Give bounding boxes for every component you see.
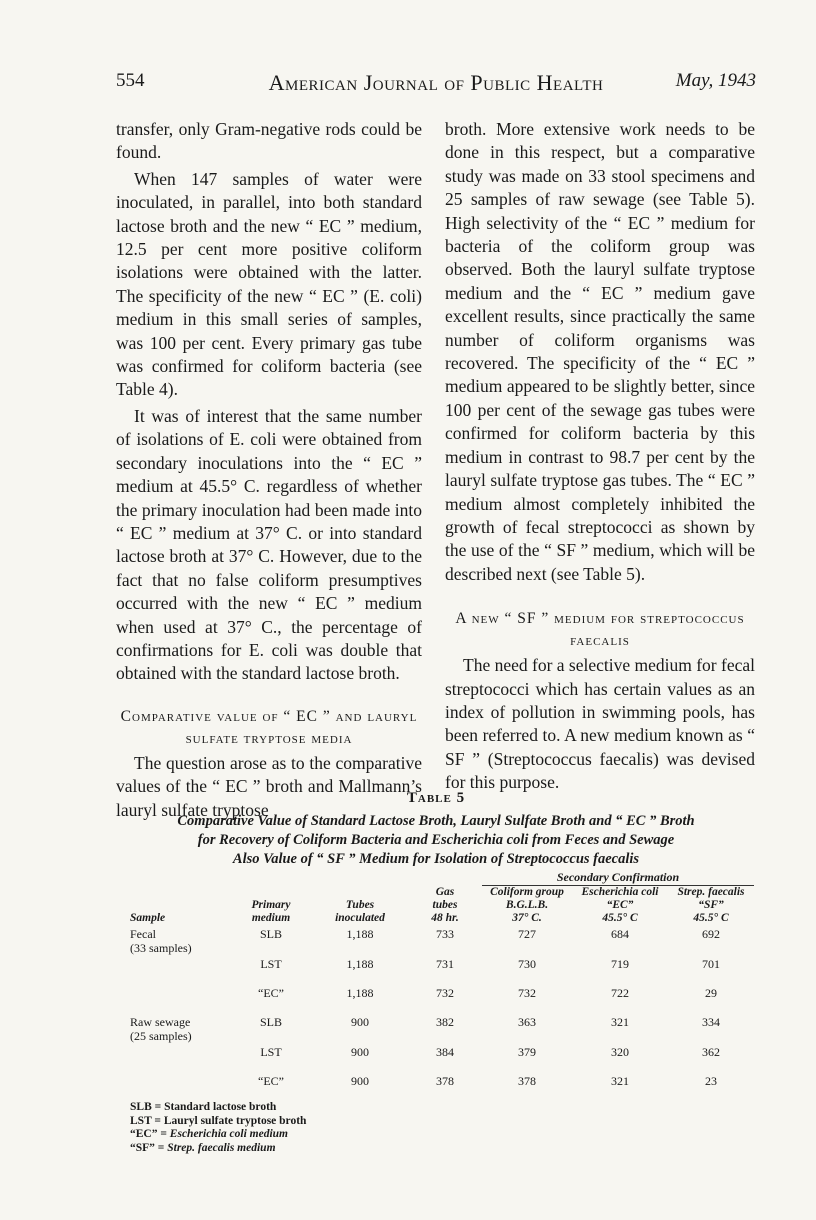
column-header-gas: Gas tubes 48 hr. <box>431 886 459 924</box>
column-header-strep: Strep. faecalis “SF” 45.5° C <box>677 886 745 924</box>
table-title: Table 5 <box>406 790 466 806</box>
table-row: LST 1,188 731 730 719 701 <box>260 957 720 971</box>
paragraph: The need for a selective medium for fecal streptococci which has certain values as an index of pollution in swimming pools, has been referred to. A new medium known as “ SF ” (Streptococcus faecalis) was devised for this purpose. <box>445 655 756 793</box>
caption-line: Comparative Value of Standard Lactose Broth, Lauryl Sulfate Broth and “ EC ” Broth <box>177 813 695 829</box>
caption-line: Also Value of “ SF ” Medium for Isolation of Streptococcus faecalis <box>232 851 640 867</box>
journal-title: American Journal of Public Health <box>268 70 604 95</box>
column-header-coliform: Coliform group B.G.L.B. 37° C. <box>490 886 564 924</box>
table-row: Fecal (33 samples) SLB 1,188 733 727 684 692 <box>130 927 720 955</box>
left-column <box>116 118 422 822</box>
paragraph: When 147 samples of water were inoculated, in parallel, into both standard lactose broth and the new “ EC ” medium, 12.5 per cent more positive coliform isolations were obtained with the latter. The specificity of the new “ EC ” (E. coli) medium in this small series of samples, was 100 per cent. Every primary gas tube was confirmed for coliform bacteria (see Table 4). <box>116 168 422 400</box>
legend-item: “EC” = Escherichia coli medium <box>130 1128 288 1140</box>
page-number: 554 <box>116 70 145 91</box>
paragraph: broth. More extensive work needs to be done in this respect, but a comparative study was made on 33 stool specimens and 25 samples of raw sewage (see Table 5). High selectivity of the “ EC ” medium for bacteria of the coliform group was observed. Both the lauryl sulfate tryptose medium and the “ EC ” medium gave excellent results, since practically the same number of coliform organisms was recovered. The specificity of the “ EC ” medium appeared to be slightly better, since 100 per cent of the sewage gas tubes were confirmed for coliform bacteria by this medium in contrast to 98.7 per cent by the lauryl sulfate tryptose gas tubes. The “ EC ” medium almost completely inhibited the growth of fecal streptococci as shown by the use of the “ SF ” medium, which will be described next (see Table 5). <box>445 119 755 584</box>
table-row: “EC” 1,188 732 732 722 29 <box>258 986 717 1000</box>
column-header-primary: Primary medium <box>251 899 291 924</box>
paragraph: transfer, only Gram-negative rods could be found. <box>116 119 422 163</box>
legend-item: SLB = Standard lactose broth <box>130 1101 277 1113</box>
header-row <box>130 886 754 926</box>
section-heading: A new “ SF ” medium for streptococcus faecalis <box>455 610 745 650</box>
page-header <box>116 70 756 100</box>
table-caption <box>116 812 756 869</box>
data-table <box>130 870 754 1101</box>
legend-item: “SF” = Strep. faecalis medium <box>130 1141 276 1154</box>
table-row: “EC” 900 378 378 321 23 <box>258 1074 717 1088</box>
group-header: Secondary Confirmation <box>482 870 754 886</box>
table-row: Raw sewage (25 samples) SLB 900 382 363 321 334 <box>130 1015 720 1043</box>
column-header-tubes: Tubes inoculated <box>335 899 385 924</box>
table-row: LST 900 384 379 320 362 <box>260 1045 720 1059</box>
column-header-sample: Sample <box>130 912 166 924</box>
caption-line: for Recovery of Coliform Bacteria and Escherichia coli from Feces and Sewage <box>197 832 675 848</box>
paragraph: It was of interest that the same number of isolations of E. coli were obtained from secondary inoculations into the “ EC ” medium at 45.5° C. regardless of whether the primary inoculation had been made into “ EC ” medium at 37° C. or into standard lactose broth at 37° C. However, due to the fact that no false coliform presumptives occurred with the new “ EC ” medium when used at 37° C., the percentage of confirmations for E. coli was double that obtained with the standard lactose broth. <box>116 405 422 684</box>
paragraph: The question arose as to the comparative values of the “ EC ” broth and Mallmann’s lauryl sulfate tryptose <box>116 752 422 820</box>
column-header-ecoli: Escherichia coli “EC” 45.5° C <box>581 886 659 924</box>
issue-date: May, 1943 <box>675 70 756 91</box>
right-column <box>445 118 755 795</box>
legend-item: LST = Lauryl sulfate tryptose broth <box>130 1114 307 1127</box>
table-legend <box>130 1101 306 1155</box>
section-heading: Comparative value of “ EC ” and lauryl sulfate tryptose media <box>120 707 418 747</box>
